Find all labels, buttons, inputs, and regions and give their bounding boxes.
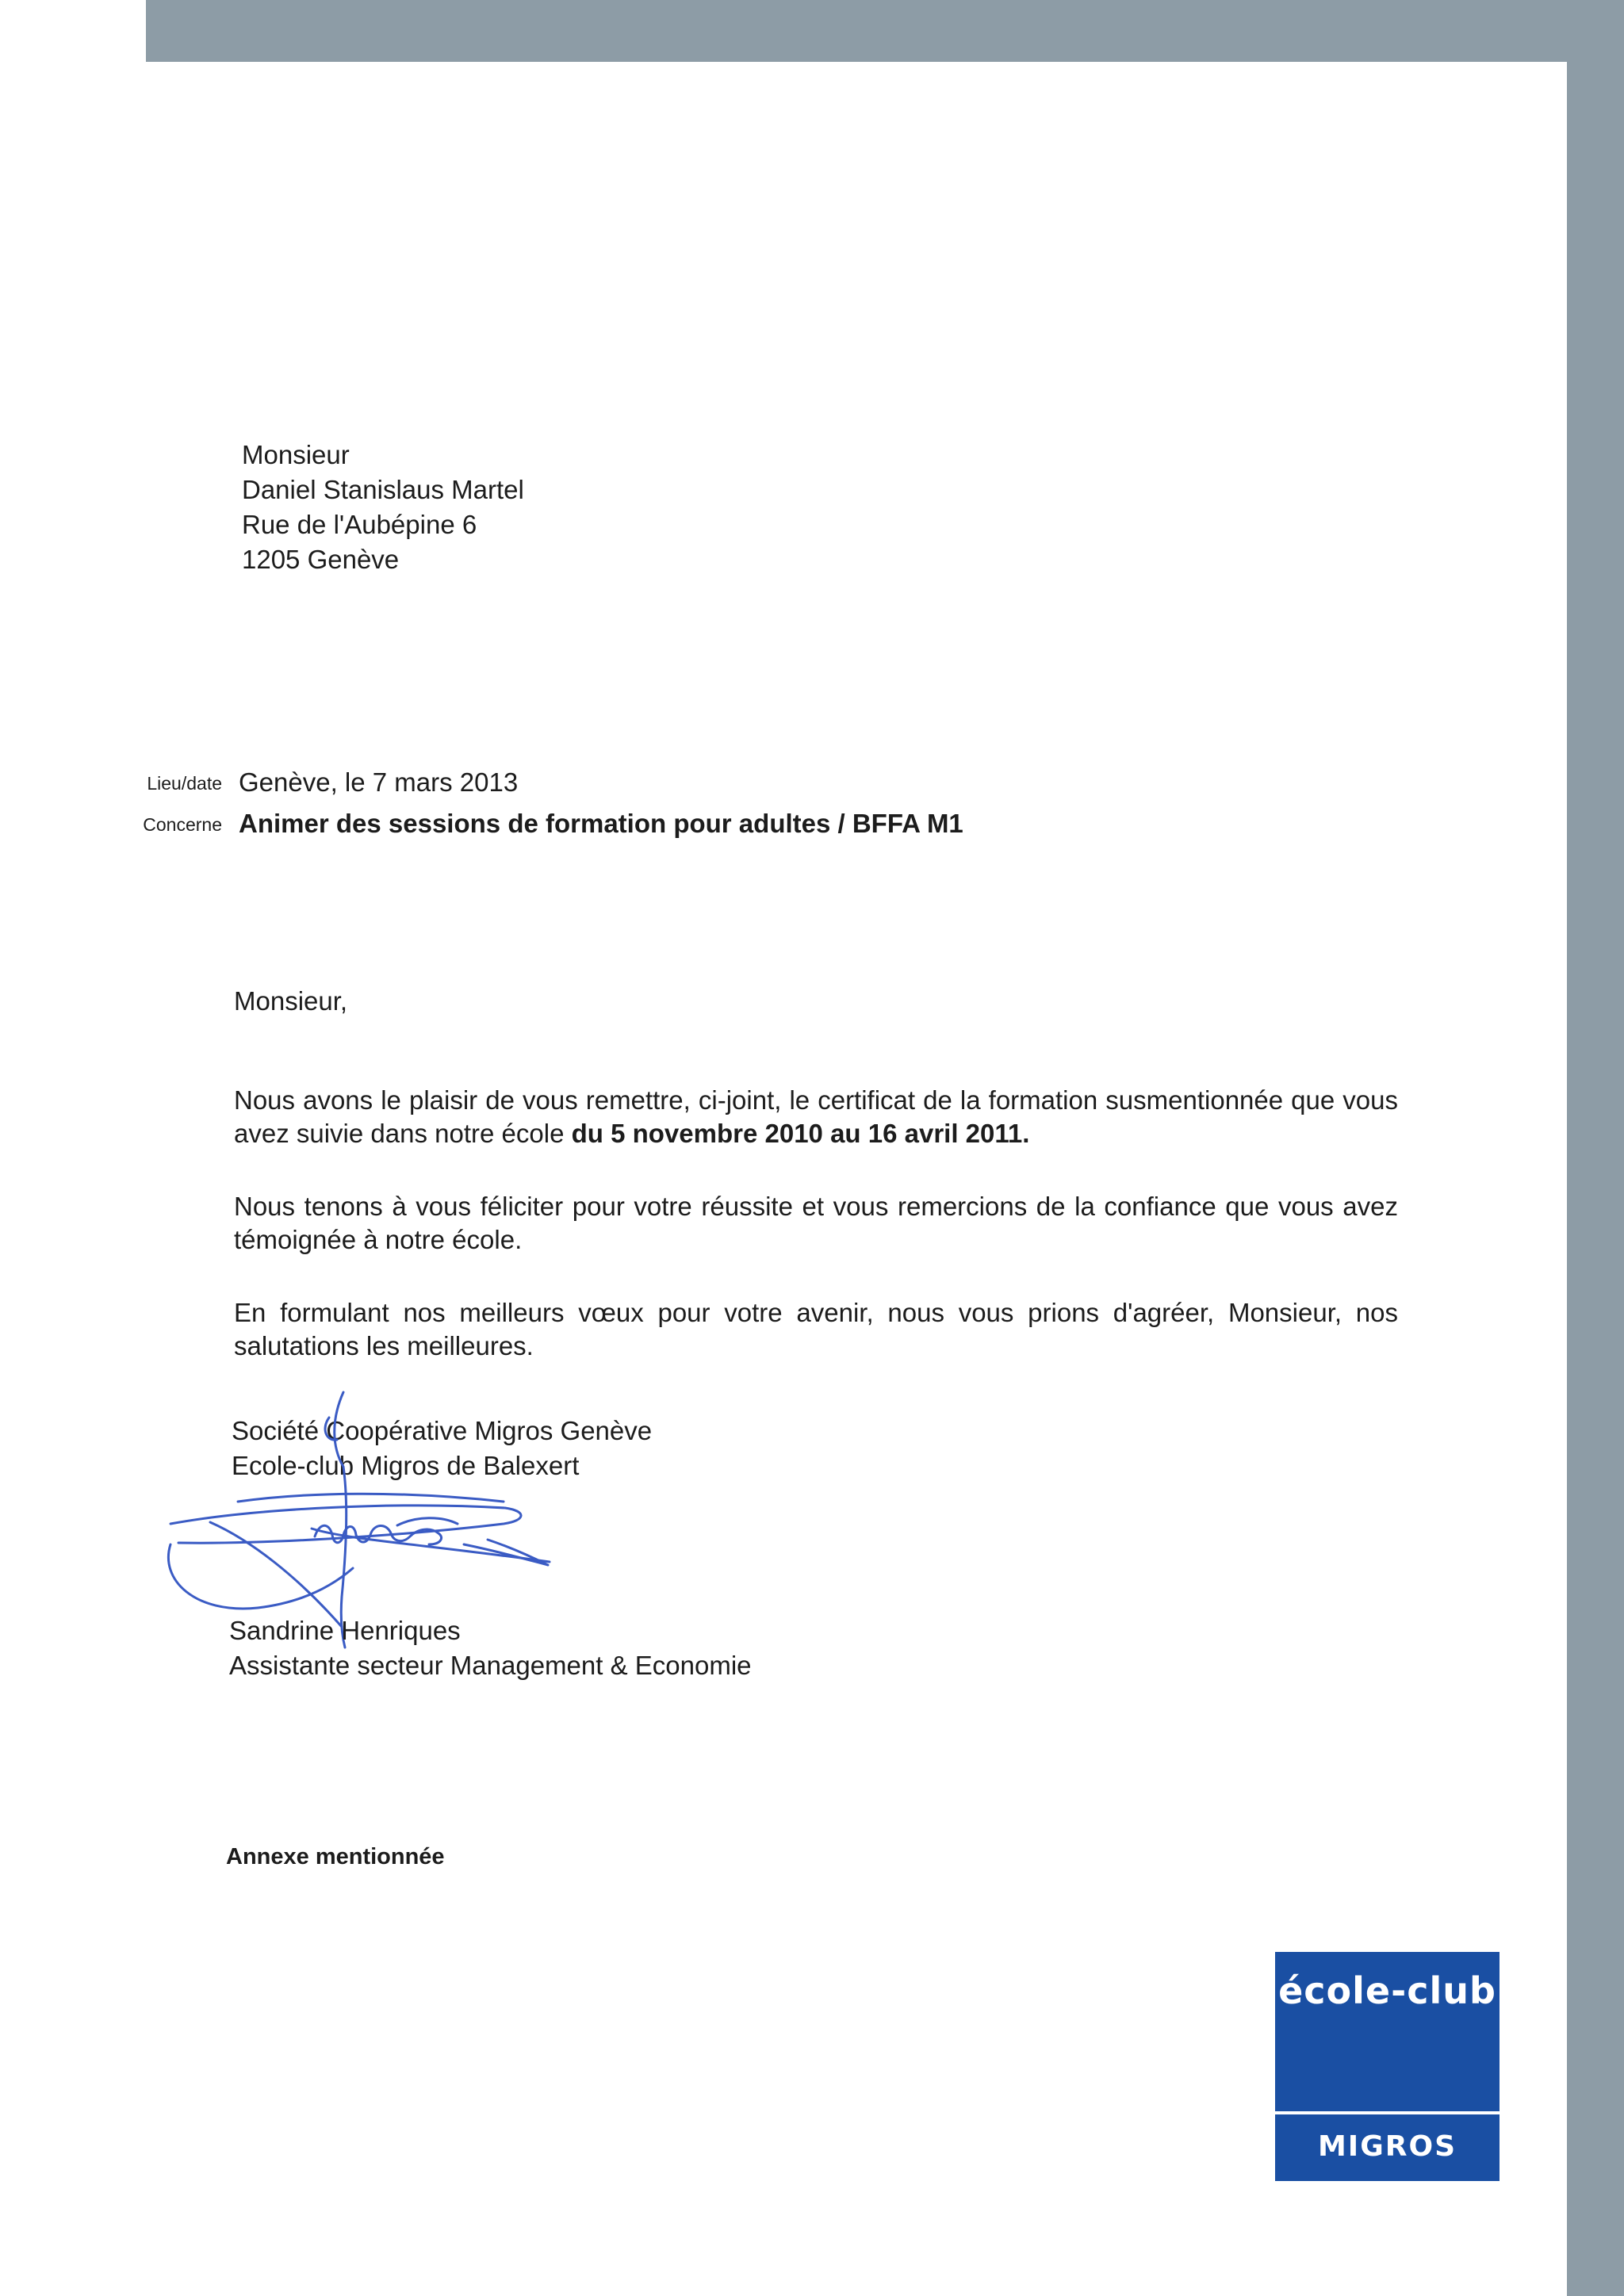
subject-value: Animer des sessions de formation pour adultes / BFFA M1: [239, 809, 963, 838]
recipient-city: 1205 Genève: [242, 545, 400, 574]
ecole-club-migros-logo: [1275, 1952, 1500, 2181]
sender-organization: Société Coopérative Migros Genève: [232, 1416, 653, 1445]
course-dates: du 5 novembre 2010 au 16 avril 2011.: [571, 1119, 1030, 1148]
annex-note: Annexe mentionnée: [226, 1844, 445, 1869]
logo-top-panel: [1275, 1952, 1500, 2111]
sender-name: Sandrine Henriques: [229, 1616, 461, 1645]
letter-greeting: Monsieur,: [234, 986, 348, 1016]
recipient-salutation: Monsieur: [242, 440, 350, 469]
scan-frame-top: [146, 0, 1624, 62]
logo-brand: MIGROS: [1317, 2130, 1457, 2163]
paragraph-certificate: [234, 1084, 1398, 1150]
scan-frame-right: [1567, 0, 1624, 2296]
paragraph-certificate-text: Nous avons le plaisir de vous remettre, ci-joint, le certificat de la formation susmentionnée que vous avez suivie dans notre école: [234, 1085, 1398, 1148]
paragraph-congratulations: Nous tenons à vous féliciter pour votre réussite et vous remercions de la confiance que vous avez témoignée à notre école.: [234, 1192, 1398, 1254]
logo-word: école-club: [1278, 1969, 1496, 2012]
handwritten-signature: [163, 1389, 575, 1651]
paragraph-closing: En formulant nos meilleurs vœux pour votre avenir, nous vous prions d'agréer, Monsieur, nos salutations les meilleures.: [234, 1298, 1398, 1360]
recipient-street: Rue de l'Aubépine 6: [242, 510, 477, 539]
place-date-label: Lieu/date: [147, 773, 222, 794]
recipient-name: Daniel Stanislaus Martel: [242, 475, 524, 504]
sender-school: Ecole-club Migros de Balexert: [232, 1451, 580, 1480]
place-date-value: Genève, le 7 mars 2013: [239, 767, 519, 797]
subject-label: Concerne: [143, 814, 222, 835]
sender-title: Assistante secteur Management & Economie: [229, 1651, 752, 1680]
logo-divider: [1275, 2111, 1500, 2114]
